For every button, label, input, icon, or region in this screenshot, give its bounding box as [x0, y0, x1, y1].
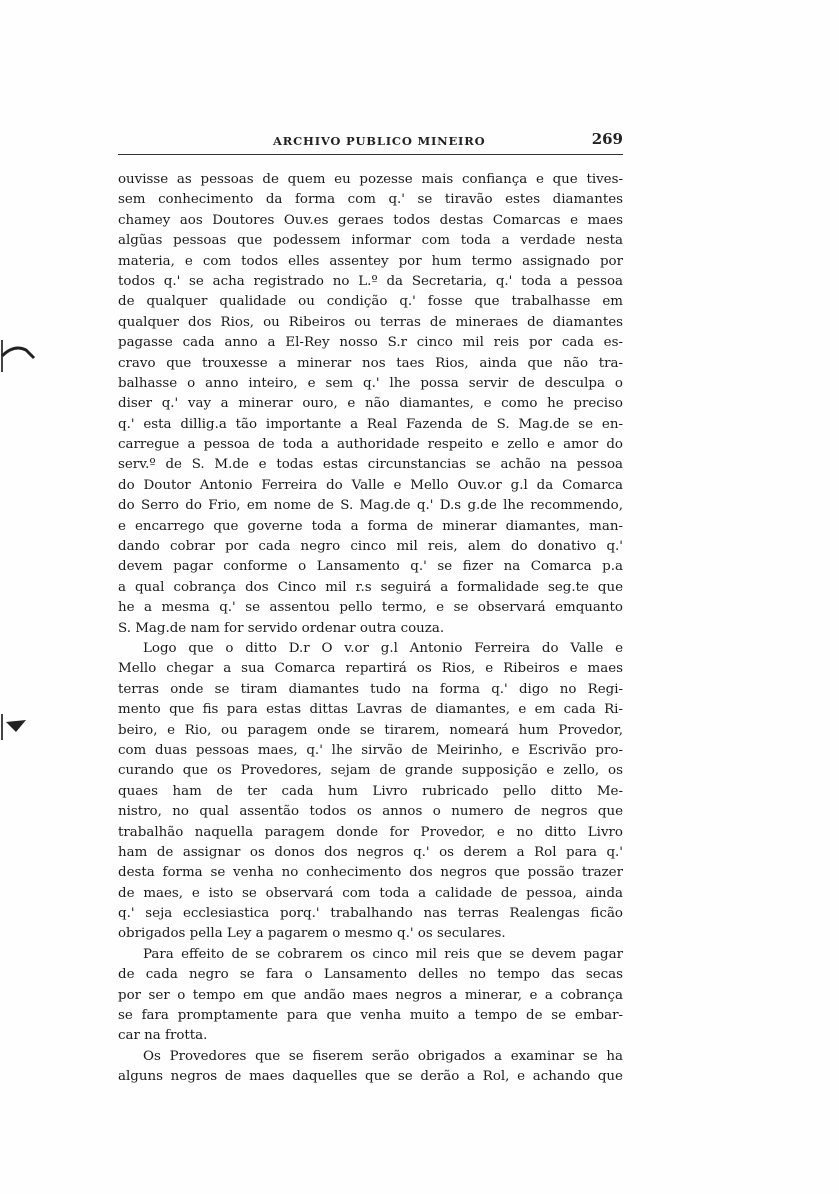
text-line: de maes, e isto se observará com toda a calidade de pessoa, ainda	[118, 885, 623, 901]
margin-arrow-mark	[0, 712, 32, 742]
text-line: Mello chegar a sua Comarca repartirá os Rios, e Ribeiros e maes	[118, 661, 623, 677]
text-line: curando que os Provedores, sejam de grande supposição e zello, os	[118, 763, 623, 779]
text-line: trabalhão naquella paragem donde for Provedor, e no ditto Livro	[118, 824, 623, 840]
text-line: ouvisse as pessoas de quem eu pozesse mais confiança e que tives-	[118, 172, 623, 187]
text-line: S. Mag.de nam for servido ordenar outra couza.	[118, 620, 445, 636]
text-line: he a mesma q.' se assentou pello termo, e se observará emquanto	[118, 600, 623, 616]
text-line: sem conhecimento da forma com q.' se tiravão estes diamantes	[118, 192, 623, 208]
text-line: Logo que o ditto D.r O v.or g.l Antonio Ferreira do Valle e	[143, 640, 623, 656]
page-number: 269	[591, 130, 623, 148]
text-line: nistro, no qual assentão todos os annos o numero de negros que	[118, 804, 623, 820]
text-line: mento que fis para estas dittas Lavras de diamantes, e em cada Ri-	[118, 702, 623, 718]
text-line: car na frotta.	[118, 1028, 208, 1044]
text-line: dando cobrar por cada negro cinco mil reis, alem do donativo q.'	[118, 539, 623, 555]
text-line: algũas pessoas que podessem informar com toda a verdade nesta	[118, 233, 623, 249]
text-line: alguns negros de maes daquelles que se derão a Rol, e achando que	[118, 1069, 623, 1085]
text-line: diser q.' vay a minerar ouro, e não diamantes, e como he preciso	[118, 396, 623, 412]
text-line: cravo que trouxesse a minerar nos taes Rios, ainda que não tra-	[118, 355, 623, 371]
text-line: desta forma se venha no conhecimento dos negros que possão trazer	[118, 865, 623, 881]
text-line: com duas pessoas maes, q.' lhe sirvão de Meirinho, e Escrivão pro-	[118, 742, 623, 758]
text-line: devem pagar conforme o Lansamento q.' se fizer na Comarca p.a	[118, 559, 623, 575]
page-header	[118, 130, 623, 154]
text-line: do Serro do Frio, em nome de S. Mag.de q.' D.s g.de lhe recommendo,	[118, 498, 623, 514]
body-text	[118, 170, 623, 1088]
text-line: q.' seja ecclesiastica porq.' trabalhando nas terras Realengas ficão	[118, 906, 623, 922]
text-line: balhasse o anno inteiro, e sem q.' lhe possa servir de desculpa o	[118, 375, 623, 391]
text-line: quaes ham de ter cada hum Livro rubricado pello ditto Me-	[118, 783, 623, 799]
running-title: ARCHIVO PUBLICO MINEIRO	[273, 134, 486, 148]
text-line: serv.º de S. M.de e todas estas circunstancias se achão na pessoa	[118, 457, 623, 473]
text-line: se fara promptamente para que venha muito a tempo de se embar-	[118, 1008, 623, 1024]
text-line: Os Provedores que se fiserem serão obrigados a examinar se ha	[143, 1048, 623, 1064]
text-line: Para effeito de se cobrarem os cinco mil reis que se devem pagar	[143, 946, 623, 962]
text-line: e encarrego que governe toda a forma de minerar diamantes, man-	[118, 518, 623, 534]
header-rule	[118, 154, 623, 155]
text-line: terras onde se tiram diamantes tudo na forma q.' digo no Regi-	[118, 681, 623, 697]
text-line: obrigados pella Ley a pagarem o mesmo q.' os seculares.	[118, 926, 506, 942]
text-line: por ser o tempo em que andão maes negros a minerar, e a cobrança	[118, 987, 623, 1003]
text-line: qualquer dos Rios, ou Ribeiros ou terras de mineraes de diamantes	[118, 314, 623, 330]
text-line: chamey aos Doutores Ouv.es geraes todos destas Comarcas e maes	[118, 212, 623, 228]
text-line: a qual cobrança dos Cinco mil r.s seguirá a formalidade seg.te que	[118, 579, 623, 595]
text-line: q.' esta dillig.a tão importante a Real Fazenda de S. Mag.de se en-	[118, 416, 623, 432]
text-line: beiro, e Rio, ou paragem onde se tirarem, nomeará hum Provedor,	[118, 722, 623, 738]
text-line: ham de assignar os donos dos negros q.' os derem a Rol para q.'	[118, 844, 623, 860]
margin-bracket-mark	[0, 336, 40, 376]
text-line: de qualquer qualidade ou condição q.' fosse que trabalhasse em	[118, 294, 623, 310]
text-line: de cada negro se fara o Lansamento delles no tempo das secas	[118, 967, 623, 983]
text-line: todos q.' se acha registrado no L.º da Secretaria, q.' toda a pessoa	[118, 273, 623, 289]
text-line: materia, e com todos elles assentey por hum termo assignado por	[118, 253, 623, 269]
text-line: carregue a pessoa de toda a authoridade respeito e zello e amor do	[118, 437, 623, 453]
text-line: pagasse cada anno a El-Rey nosso S.r cinco mil reis por cada es-	[118, 335, 623, 351]
text-line: do Doutor Antonio Ferreira do Valle e Mello Ouv.or g.l da Comarca	[118, 477, 623, 493]
